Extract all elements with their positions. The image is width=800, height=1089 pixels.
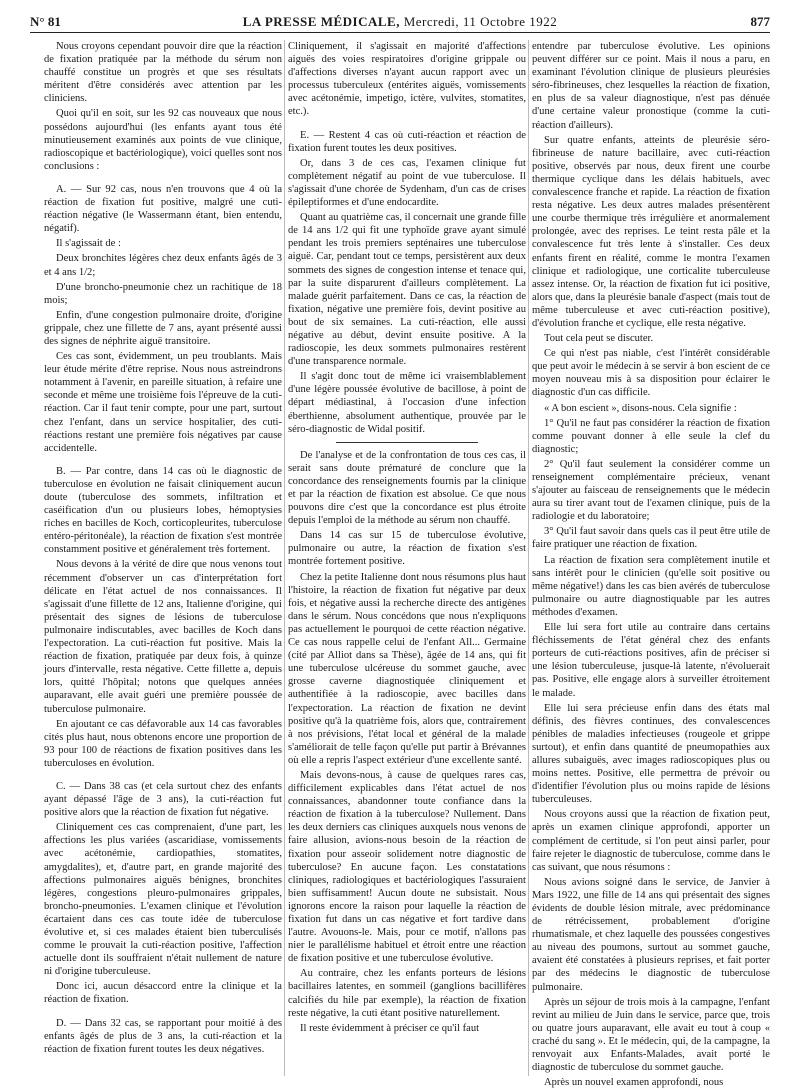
paragraph: Tout cela peut se discuter. <box>544 333 654 345</box>
paragraph: Chez la petite Italienne dont nous résumons plus haut l'histoire, la réaction de fixation fut négative par deux fois, et négative aussi la recherche directe des antigènes dans le sérum. Nous concédons que nous n'expliquons pas actuellement le pourquoi de cette réaction négative. Ce cas nous rappelle celui de l'enfant All... Germaine (cité par Alliot dans sa Thèse), âgée de 14 ans, qui fit une tuberculose ulcéreuse du sommet gauche, avec grosse caverne diagnostiquée cliniquement et authentifiée à la radioscopie, avec bacilles dans l'expectoration. La réaction de fixation ne devint positive qu'à la quatrième fois, alors que, contrairement à nos prévisions, l'état local et général de la malade s'améliorait de telle façon qu'elle put partir à Brévannes où elle a repris l'aspect extérieur d'une excellente santé. <box>288 571 526 766</box>
issue-date: Mercredi, 11 Octobre 1922 <box>403 14 558 29</box>
paragraph: Au contraire, chez les enfants porteurs de lésions bacillaires latentes, en sommeil (ganglions bacillifères calcifiés du hile par exemple), la réaction de fixation reste négative, la cuti étant positive naturellement. <box>288 968 526 1019</box>
paragraph: Quoi qu'il en soit, sur les 92 cas nouveaux que nous possédons aujourd'hui (les enfants ayant tous été minutieusement examinés aux points de vue clinique, radioscopique et bactériologique), voici quelles sont nos conclusions : <box>44 108 282 172</box>
paragraph: 2° Qu'il faut seulement la considérer comme un renseignement complémentaire précieux, venant s'ajouter au faisceau de renseignements que le médecin aura su tirer avant tout de l'examen clinique, puis de la radiologie et du laboratoire; <box>532 458 770 523</box>
paragraph: De l'analyse et de la confrontation de tous ces cas, il serait sans doute prématuré de conclure que la concordance des renseignements fournis par la clinique et par la réaction de fixation est absolue. Ce que nous pouvons dire c'est que la concordance est plus étroite depuis l'emploi de la méthode au sérum non chauffé. <box>288 449 526 527</box>
paragraph: entendre par tuberculose évolutive. Les opinions peuvent différer sur ce point. Mais il nous a paru, en examinant l'évolution clinique de plusieurs pleurésies séro-fibrineuses, chez lesquelles la réaction de fixation, en plus de sa valeur diagnostique, n'est pas dénuée d'une certaine valeur pronostique (comme la cuti-réaction d'ailleurs). <box>532 41 770 131</box>
page-header <box>30 14 770 33</box>
column-rule <box>528 40 529 1076</box>
text-column-2 <box>288 40 526 1076</box>
paragraph: Enfin, d'une congestion pulmonaire droite, d'origine grippale, chez une fillette de 7 ans, ayant présenté aussi des signes de néphrite aiguë transitoire. <box>44 309 282 347</box>
paragraph: Nous devons à la vérité de dire que nous venons tout récemment d'observer un cas d'interprétation fort délicate en l'état actuel de nos connaissances. Il s'agissait d'une fillette de 12 ans, Italienne d'origine, qui présentait des signes de lésions de tuberculose pulmonaire indiscutables, avec bacilles de Koch dans l'expectoration. La cuti-réaction fut positive. Mais la réaction de fixation, pratiquée par deux fois, à quinze jours d'intervalle, resta négative. Cette fillette a, depuis lors, quitté l'hôpital; notons que quelques années auparavant, elle avait guéri une première poussée de tuberculose pulmonaire. <box>44 559 282 715</box>
paragraph: En ajoutant ce cas défavorable aux 14 cas favorables cités plus haut, nous obtenons encore une proportion de 93 pour 100 de réactions de fixation positives dans les tuberculoses en évolution. <box>44 718 282 769</box>
page-number: 877 <box>750 14 770 29</box>
paragraph: Dans 14 cas sur 15 de tuberculose évolutive, pulmonaire ou autre, la réaction de fixation s'est montrée fortement positive. <box>288 530 526 568</box>
paragraph: Ce qui n'est pas niable, c'est l'intérêt considérable que peut avoir le médecin à se servir à bon escient de ce moyen nouveau mis à sa disposition pour éclairer le diagnostic d'un cas difficile. <box>532 348 770 399</box>
paragraph: « A bon escient », disons-nous. Cela signifie : <box>544 402 737 414</box>
paragraph: Après un séjour de trois mois à la campagne, l'enfant revint au milieu de Juin dans le service, parce que, trois ou quatre jours auparavant, elle avait eu tout à coup « craché du sang ». Et le médecin, qui, de la campagne, la renvoyait aux Enfants-Malades, avait porté le diagnostic de tuberculose du sommet gauche. <box>532 996 770 1074</box>
journal-title <box>30 14 770 30</box>
paragraph: D. — Dans 32 cas, se rapportant pour moitié à des enfants âgés de plus de 3 ans, la cuti-réaction et la réaction de fixation furent toutes les deux négatives. <box>44 1017 282 1055</box>
paragraph: Il reste évidemment à préciser ce qu'il faut <box>300 1022 480 1034</box>
paragraph: Ces cas sont, évidemment, un peu troublants. Mais leur étude mérite d'être reprise. Nous nous astreindrons notamment à l'avenir, en pareille situation, à refaire une seconde et même une troisième fois l'épreuve de la cuti-réaction. Car il faut tenir compte, pour une part, surtout chez l'enfant, dans un service hospitalier, des cuti-réactions restant une première fois négatives par cause accidentelle. <box>44 351 282 454</box>
section-divider <box>336 442 479 443</box>
paragraph: 3° Qu'il faut savoir dans quels cas il peut être utile de faire pratiquer une réaction de fixation. <box>532 526 770 551</box>
column-rule <box>284 40 285 1076</box>
issue-number: N° 81 <box>30 14 61 29</box>
paragraph: Cliniquement ces cas comprenaient, d'une part, les affections les plus variées (ascaridiase, vomissements avec acétonémie, cardiopathies, stomatites, amygdalites), et, d'autre part, en grande majorité des affections pulmonaires aiguës bénignes, bronchites légères, congestions pleuro-pulmonaires grippales, broncho-pneumonies. L'examen clinique et l'évolution écartaient dans ces cas toute idée de tuberculose évolutive et, si ces malades étaient bien tuberculisés comme le prouvait la cuti-réaction positive, l'affection actuelle dont ils souffraient n'était nullement de nature ni d'origine tuberculeuse. <box>44 822 282 978</box>
paragraph: Deux bronchites légères chez deux enfants âgés de 3 et 4 ans 1/2; <box>44 253 282 278</box>
paragraph: Or, dans 3 de ces cas, l'examen clinique fut complètement négatif au point de vue tuberculose. Il s'agissait d'une chorée de Sydenham, d'un cas de crises épileptiformes et d'une endocardite. <box>288 157 526 209</box>
paragraph: Nous croyons cependant pouvoir dire que la réaction de fixation pratiquée par la méthode du sérum non chauffé constitue un progrès et que ses résultats méritent d'être considérés avec attention par les cliniciens. <box>44 41 282 105</box>
paragraph: Sur quatre enfants, atteints de pleurésie séro-fibrineuse de nature bacillaire, avec cuti-réaction positive, observés par nous, deux firent une courbe thermique cyclique dans les délais habituels, avec convalescence franche et rapide. La réaction de fixation resta négative. Les deux autres malades présentèrent une courbe thermique très irrégulière et anormalement prolongée, avec des reprises. Le teint resta pâle et la convalescence fut très lente à s'installer. Ces deux enfants firent en réalité, comme le montra l'examen clinique et radiologique, une corticalite tuberculeuse assez intense. Or, la réaction de fixation fut ici positive, alors que, dans la pleurésie banale d'aspect (mais tout de même tuberculeuse et avec cuti-réaction positive), d'évolution franche et cyclique, elle resta négative. <box>532 134 770 329</box>
journal-name: LA PRESSE MÉDICALE, <box>242 14 400 29</box>
paragraph: Donc ici, aucun désaccord entre la clinique et la réaction de fixation. <box>44 981 282 1006</box>
paragraph: Elle lui sera précieuse enfin dans des états mal définis, des fièvres continues, des convalescences pénibles de maladies infectieuses (rougeole et grippe surtout), et enfin dans quantité de pneumopathies aux allures subaiguës, avec images radioscopiques plus ou moins nettes. Positive, elle permettra de prévoir ou d'identifier l'évolution plus ou moins rapide de lésions tuberculeuses. <box>532 702 770 806</box>
paragraph: Nous avions soigné dans le service, de Janvier à Mars 1922, une fille de 14 ans qui présentait des signes évidents de double lésion mitrale, avec prédominance de rétrécissement, probablement d'origine rhumatismale, et chez laquelle des poussées congestives au niveau des poumons, surtout au sommet gauche, avaient été constatées à plusieurs reprises, et fait porter par des médecins le diagnostic de tuberculose pulmonaire. <box>532 876 770 993</box>
paragraph: B. — Par contre, dans 14 cas où le diagnostic de tuberculose en évolution ne faisait cliniquement aucun doute (tuberculose des sommets, infiltration et caséification d'un ou plusieurs lobes, hémoptysies riches en bacilles de Koch, corticopleurites, tuberculose entéro-péritonéale), la réaction de fixation s'est montrée constamment positive et généralement très fortement. <box>44 465 282 556</box>
paragraph: C. — Dans 38 cas (et cela surtout chez des enfants ayant dépassé l'âge de 3 ans), la cuti-réaction fut positive alors que la réaction de fixation fut négative. <box>44 780 282 819</box>
paragraph: Il s'agissait de : <box>56 238 121 250</box>
paragraph: Cliniquement, il s'agissait en majorité d'affections aiguës des voies respiratoires d'origine grippale ou d'affections diverses n'ayant aucun rapport avec un processus tuberculeux (entérites aiguës, vomissements avec acétonémie, impetigo, ictère, vulvites, stomatites, etc.). <box>288 41 526 118</box>
paragraph: Quant au quatrième cas, il concernait une grande fille de 14 ans 1/2 qui fit une typhoïde grave ayant simulé pendant les trois premiers septénaires une tuberculose aiguë. Car, pendant tout ce temps, persistèrent aux deux sommets des signes de congestion intense et tenace qui, par la suite disparurent d'ailleurs complètement. La malade guérit parfaitement. Dans ce cas, la réaction de fixation, négative une première fois, devint positive au bout de six semaines. La cuti-réaction, elle aussi négative au début, devint ensuite positive. A la radioscopie, les deux sommets pulmonaires restèrent d'une transparence normale. <box>288 212 526 368</box>
paragraph: Après un nouvel examen approfondi, nous <box>544 1077 724 1089</box>
paragraph: La réaction de fixation sera complètement inutile et sans intérêt pour le clinicien (qu'elle soit positive ou même négative!) dans les cas bien avérés de tuberculose pulmonaire ou autre diagnostiquable par les autres méthodes d'examen. <box>532 554 770 618</box>
paragraph: Mais devons-nous, à cause de quelques rares cas, difficilement explicables dans l'état actuel de nos connaissances, abandonner toute confiance dans la réaction de fixation à la tuberculose? Nullement. Dans les deux derniers cas cliniques auxquels nous venons de faire allusion, avions-nous besoin de la réaction de fixation pour asseoir solidement notre diagnostic de tuberculose? En aucune façon. Les constatations cliniques, radiologiques et bactériologiques l'assuraient bien suffisamment! Aucun doute ne subsistait. Nous ignorons encore la raison pour laquelle la réaction de fixation fut dans un cas négative et fort tardive dans l'autre. Avouons-le. Mais, pour ce motif, n'allons pas nier le parallélisme habituel et étroit entre une réaction de fixation positive et une tuberculose évolutive. <box>288 769 526 965</box>
text-column-3 <box>532 40 770 1089</box>
paragraph: E. — Restent 4 cas où cuti-réaction et réaction de fixation furent toutes les deux positives. <box>288 129 526 154</box>
paragraph: Elle lui sera fort utile au contraire dans certains fléchissements de l'état général chez des enfants porteurs de cuti-réactions positives, afin de préciser si une lésion tuberculeuse, jusque-là latente, n'évoluerait pas. Positive, elle engage alors à surveiller étroitement le malade. <box>532 622 770 699</box>
paragraph: Nous croyons aussi que la réaction de fixation peut, après un examen clinique approfondi, apporter un complément de certitude, si l'on peut ainsi parler, pour faire rejeter le diagnostic de tuberculose, comme dans le cas suivant, que nous résumons : <box>532 809 770 873</box>
paragraph: 1° Qu'il ne faut pas considérer la réaction de fixation comme pouvant donner à elle seule la clef du diagnostic; <box>532 417 770 455</box>
paragraph: D'une broncho-pneumonie chez un rachitique de 18 mois; <box>44 281 282 306</box>
paragraph: Il s'agit donc tout de même ici vraisemblablement d'une légère poussée évolutive de bacillose, à point de départ médiastinal, à l'occasion d'une infection éberthienne, absolument authentique, prouvée par le séro-diagnostic de Widal positif. <box>288 371 526 435</box>
text-column-1 <box>44 40 282 1076</box>
paragraph: A. — Sur 92 cas, nous n'en trouvons que 4 où la réaction de fixation fut positive, malgré une cuti-réaction négative (le Wassermann étant, bien entendu, négatif). <box>44 183 282 235</box>
